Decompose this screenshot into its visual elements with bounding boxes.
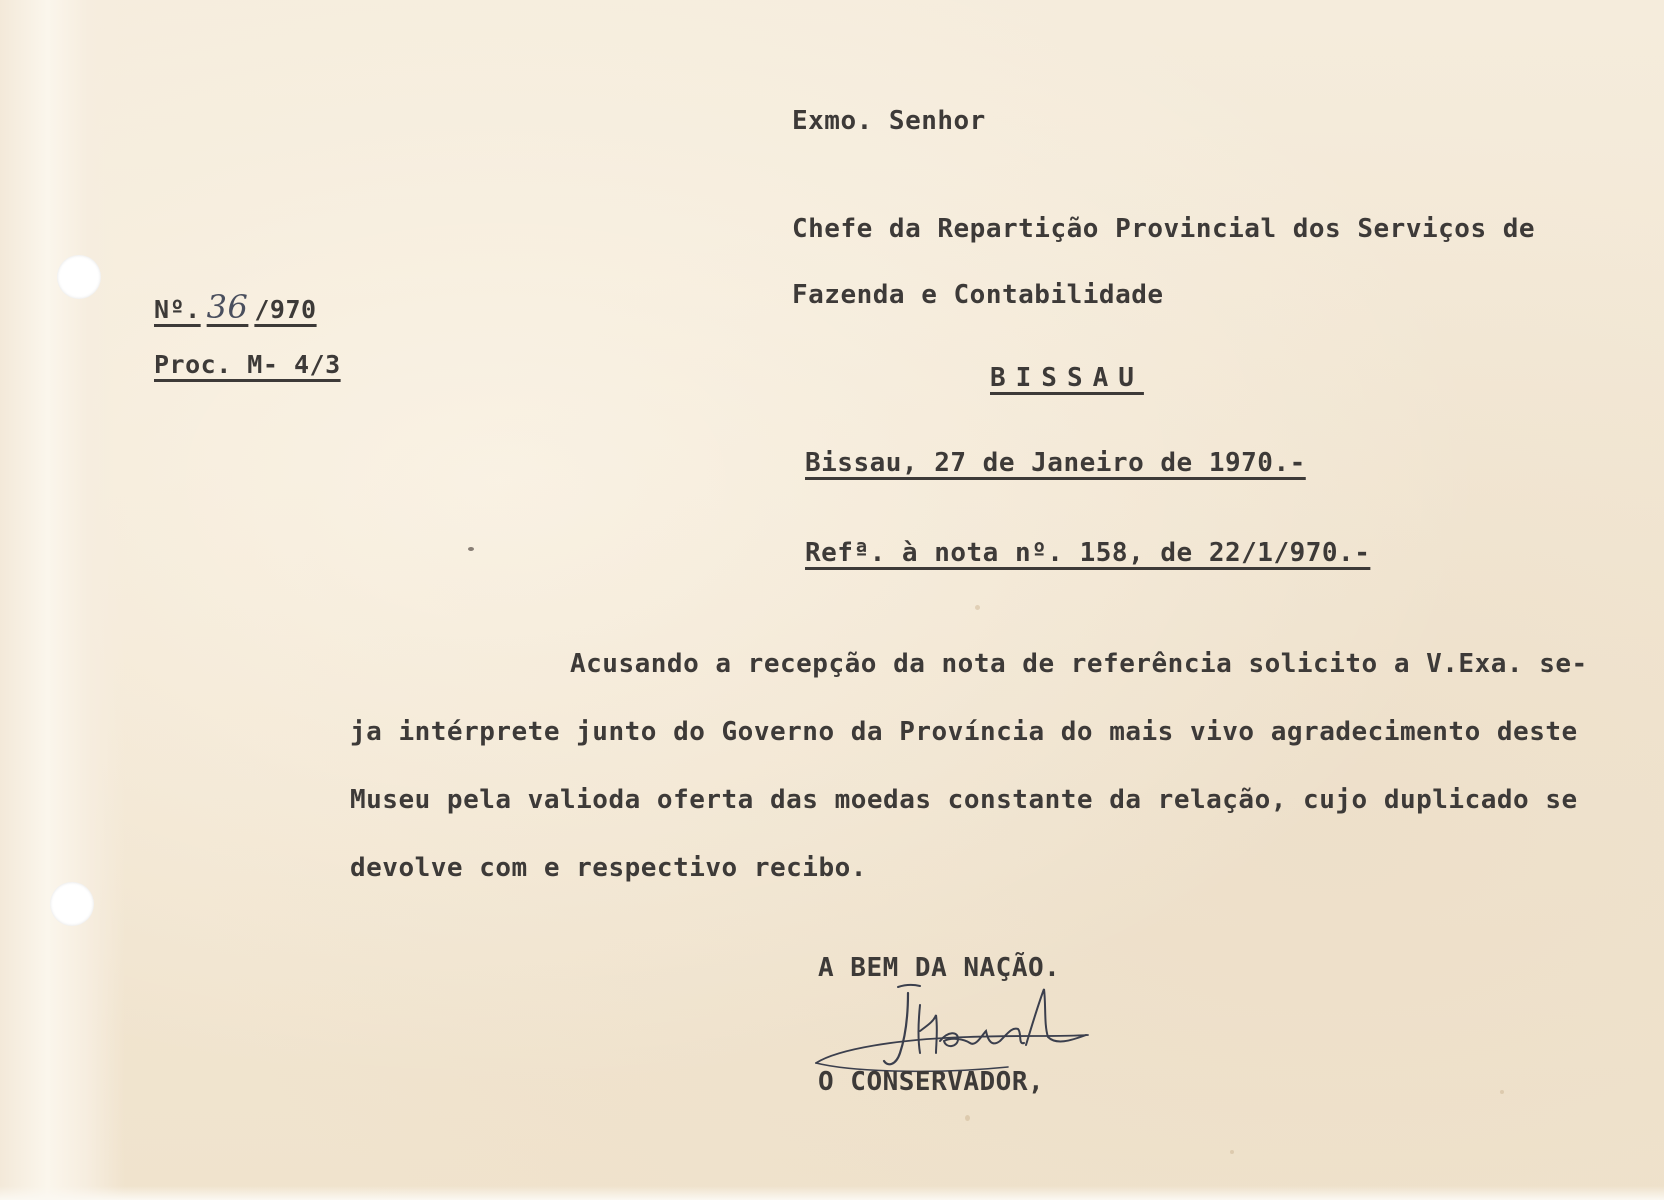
letter-body <box>350 630 1630 902</box>
outgoing-number-prefix: Nº. <box>154 295 201 324</box>
outgoing-number-year: /970 <box>254 295 317 324</box>
recipient-title: Chefe da Repartição Provincial dos Serviços de <box>792 214 1536 244</box>
paper-speck <box>1230 1150 1234 1154</box>
paper-bottom-edge <box>0 1186 1664 1200</box>
body-line: Museu pela valioda oferta das moedas constante da relação, cujo duplicado se <box>350 785 1578 815</box>
punch-hole-bottom <box>50 882 94 926</box>
reference-note: Refª. à nota nº. 158, de 22/1/970.- <box>805 538 1371 568</box>
process-reference: Proc. M- 4/3 <box>154 350 341 379</box>
paper-speck <box>468 547 474 551</box>
paper-speck <box>965 1115 970 1121</box>
punch-hole-top <box>57 255 101 299</box>
paper-speck <box>975 605 980 610</box>
recipient-city: BISSAU <box>990 363 1144 393</box>
recipient-department: Fazenda e Contabilidade <box>792 280 1164 310</box>
binding-margin <box>0 0 125 1200</box>
signatory-title: O CONSERVADOR, <box>818 1067 1045 1097</box>
paper-speck <box>1500 1090 1504 1094</box>
closing-formula: A BEM DA NAÇÃO. <box>818 953 1061 983</box>
body-line: ja intérprete junto do Governo da Província do mais vivo agradecimento deste <box>350 717 1578 747</box>
salutation: Exmo. Senhor <box>792 106 986 136</box>
date-line: Bissau, 27 de Janeiro de 1970.- <box>805 448 1306 478</box>
body-line: Acusando a recepção da nota de referência solicito a V.Exa. se- <box>570 649 1588 679</box>
body-line: devolve com e respectivo recibo. <box>350 853 867 883</box>
outgoing-number-handwritten: 36 <box>206 288 249 326</box>
outgoing-number <box>154 288 317 326</box>
